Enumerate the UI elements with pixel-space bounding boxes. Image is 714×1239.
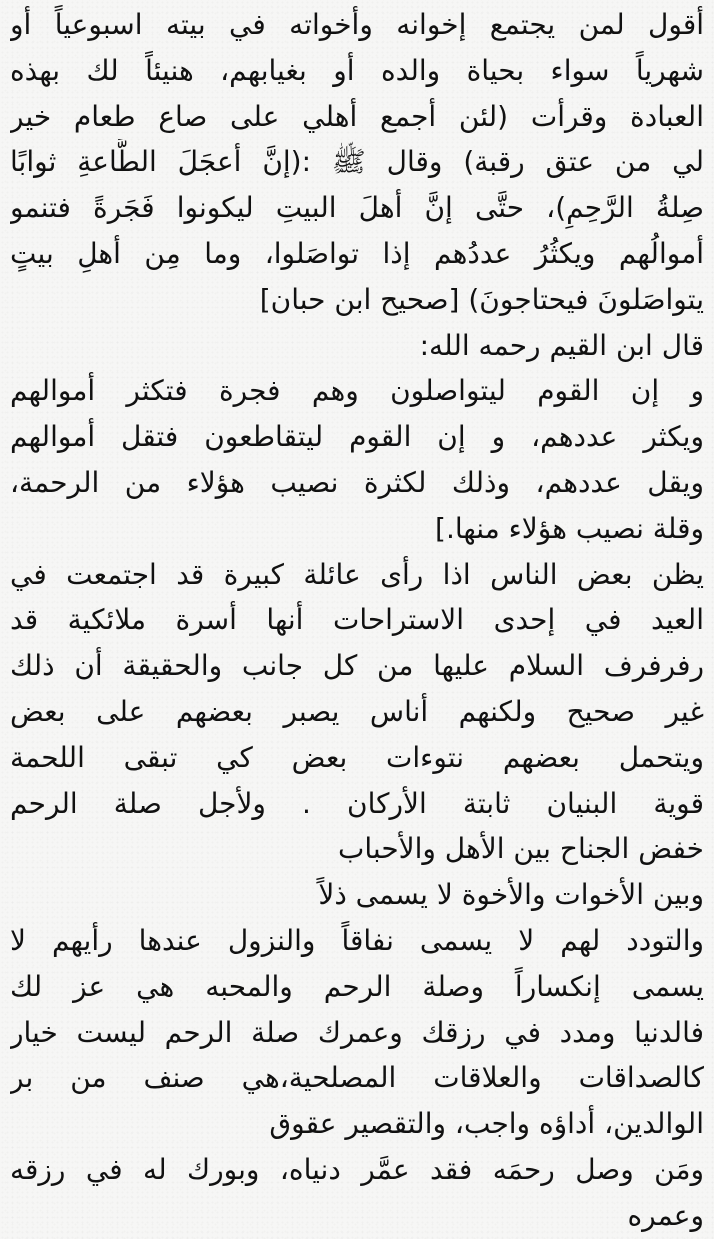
text-line-19: خفض الجناح بين الأهل والأحباب bbox=[337, 832, 704, 866]
text-line-16: غير صحيح ولكنهم أناس يصبر بعضهم على بعض bbox=[10, 694, 704, 728]
text-line-2: شهرياً سواء بحياة والده أو بغيابهم، هنيئاً لك بهذه bbox=[10, 53, 704, 87]
text-line-12: وقلة نصيب هؤلاء منها.] bbox=[435, 511, 704, 545]
text-line-14: العيد في إحدى الاستراحات أنها أسرة ملائكية قد bbox=[10, 603, 704, 637]
text-line-23: فالدنيا ومدد في رزقك وعمرك صلة الرحم ليست خيار bbox=[10, 1015, 704, 1049]
text-line-6: أموالُهم ويكثُرُ عددُهم إذا تواصَلوا، وما مِن أهلِ بيتٍ bbox=[10, 236, 704, 270]
text-line-17: ويتحمل بعضهم نتوءات بعض كي تبقى اللحمة bbox=[10, 740, 704, 774]
text-line-20: وبين الأخوات والأخوة لا يسمى ذلاً bbox=[318, 878, 704, 912]
text-line-26: ومَن وصل رحمَه فقد عمَّر دنياه، وبورك له في رزقه bbox=[10, 1152, 704, 1186]
text-line-13: يظن بعض الناس اذا رأى عائلة كبيرة قد اجتمعت في bbox=[10, 557, 704, 591]
text-line-21: والتودد لهم لا يسمى نفاقاً والنزول عندها رأيهم لا bbox=[10, 923, 704, 957]
text-line-25: الوالدين، أداؤه واجب، والتقصير عقوق bbox=[269, 1107, 704, 1141]
text-line-9: و إن القوم ليتواصلون وهم فجرة فتكثر أموالهم bbox=[10, 374, 704, 408]
text-line-10: ويكثر عددهم، و إن القوم ليتقاطعون فتقل أموالهم bbox=[10, 420, 704, 454]
text-line-15: رفرفرف السلام عليها من كل جانب والحقيقة أن ذلك bbox=[10, 649, 704, 683]
text-line-7: يتواصَلونَ فيحتاجونَ) [صحيح ابن حبان] bbox=[259, 282, 704, 316]
text-line-4: لي من عتق رقبة) وقال ﷺ :(إنَّ أعجَلَ الطَّاعةِ ثوابًا bbox=[10, 145, 704, 179]
text-line-8: قال ابن القيم رحمه الله: bbox=[419, 328, 704, 362]
text-line-11: ويقل عددهم، وذلك لكثرة نصيب هؤلاء من الرحمة، bbox=[10, 465, 704, 499]
text-line-18: قوية البنيان ثابتة الأركان . ولأجل صلة الرحم bbox=[10, 786, 704, 820]
text-line-22: يسمى إنكساراً وصلة الرحم والمحبه هي عز لك bbox=[10, 969, 704, 1003]
text-line-5: صِلةُ الرَّحِمِ)، حتَّى إنَّ أهلَ البيتِ ليكونوا فَجَرةً فتنمو bbox=[10, 191, 704, 225]
text-line-1: أقول لمن يجتمع إخوانه وأخواته في بيته اسبوعياً أو bbox=[10, 8, 704, 41]
text-line-24: كالصداقات والعلاقات المصلحية،هي صنف من بر bbox=[10, 1061, 704, 1095]
text-line-27: وعمره bbox=[627, 1198, 704, 1232]
text-line-3: العبادة وقرأت (لئن أجمع أهلي على صاع طعام خير bbox=[10, 99, 704, 133]
